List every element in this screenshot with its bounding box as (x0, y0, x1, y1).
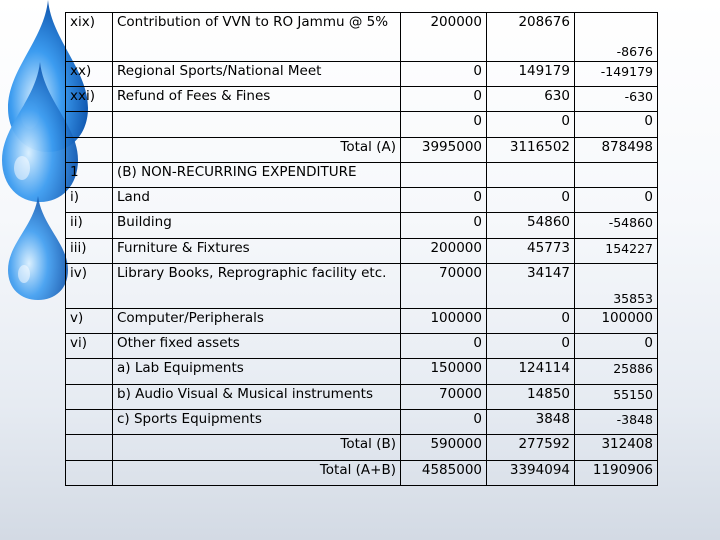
cell-col2: 34147 (487, 264, 575, 309)
row-description: Computer/Peripherals (113, 308, 401, 333)
cell-col2: 3848 (487, 409, 575, 434)
row-description: Contribution of VVN to RO Jammu @ 5% (113, 13, 401, 62)
cell-col2: 0 (487, 188, 575, 213)
row-number: xxi) (66, 86, 113, 111)
table-row (66, 238, 658, 263)
cell-col3: -3848 (575, 409, 658, 434)
row-description: Total (B) (113, 435, 401, 460)
table-row (66, 333, 658, 358)
table-row (66, 188, 658, 213)
cell-col3: 35853 (575, 264, 658, 309)
row-number: i) (66, 188, 113, 213)
cell-col2: 630 (487, 86, 575, 111)
row-description: b) Audio Visual & Musical instruments (113, 384, 401, 409)
row-number (66, 460, 113, 485)
row-description: a) Lab Equipments (113, 359, 401, 384)
cell-col1: 0 (401, 333, 487, 358)
cell-col2: 277592 (487, 435, 575, 460)
row-description: Regional Sports/National Meet (113, 61, 401, 86)
table-row (66, 435, 658, 460)
cell-col1: 100000 (401, 308, 487, 333)
row-description (113, 112, 401, 137)
table-row (66, 384, 658, 409)
cell-col1 (401, 162, 487, 187)
cell-col3: 100000 (575, 308, 658, 333)
cell-col1: 0 (401, 61, 487, 86)
cell-col3: -149179 (575, 61, 658, 86)
row-number (66, 409, 113, 434)
cell-col3: 55150 (575, 384, 658, 409)
cell-col3: 0 (575, 333, 658, 358)
row-number: iv) (66, 264, 113, 309)
row-number: iii) (66, 238, 113, 263)
table-row (66, 61, 658, 86)
table-row (66, 13, 658, 62)
cell-col3: 25886 (575, 359, 658, 384)
row-number: xix) (66, 13, 113, 62)
cell-col3: -54860 (575, 213, 658, 238)
cell-col1: 0 (401, 86, 487, 111)
row-number: xx) (66, 61, 113, 86)
cell-col1: 4585000 (401, 460, 487, 485)
row-number (66, 137, 113, 162)
expenditure-table (65, 12, 658, 486)
cell-col2: 54860 (487, 213, 575, 238)
row-description: Total (A+B) (113, 460, 401, 485)
cell-col2: 149179 (487, 61, 575, 86)
cell-col3: -630 (575, 86, 658, 111)
row-description: Library Books, Reprographic facility etc. (113, 264, 401, 309)
cell-col1: 0 (401, 409, 487, 434)
table-row (66, 409, 658, 434)
cell-col1: 200000 (401, 13, 487, 62)
cell-col2 (487, 162, 575, 187)
cell-col2: 3394094 (487, 460, 575, 485)
cell-col3: -8676 (575, 13, 658, 62)
row-number (66, 435, 113, 460)
row-number (66, 384, 113, 409)
cell-col1: 200000 (401, 238, 487, 263)
row-description: Building (113, 213, 401, 238)
cell-col2: 208676 (487, 13, 575, 62)
cell-col2: 3116502 (487, 137, 575, 162)
cell-col3: 312408 (575, 435, 658, 460)
cell-col3: 878498 (575, 137, 658, 162)
row-description: Other fixed assets (113, 333, 401, 358)
table-row (66, 359, 658, 384)
cell-col3: 154227 (575, 238, 658, 263)
cell-col1: 0 (401, 188, 487, 213)
row-description: Land (113, 188, 401, 213)
cell-col2: 0 (487, 112, 575, 137)
cell-col2: 0 (487, 333, 575, 358)
table-row (66, 264, 658, 309)
cell-col2: 45773 (487, 238, 575, 263)
cell-col3: 0 (575, 112, 658, 137)
table-row (66, 308, 658, 333)
table-row (66, 86, 658, 111)
cell-col1: 150000 (401, 359, 487, 384)
row-description: Furniture & Fixtures (113, 238, 401, 263)
row-number: 1 (66, 162, 113, 187)
row-description: Refund of Fees & Fines (113, 86, 401, 111)
row-number (66, 359, 113, 384)
row-description: c) Sports Equipments (113, 409, 401, 434)
cell-col1: 0 (401, 213, 487, 238)
water-drop-icon (8, 196, 68, 300)
cell-col1: 70000 (401, 264, 487, 309)
cell-col1: 70000 (401, 384, 487, 409)
table-row (66, 112, 658, 137)
cell-col1: 590000 (401, 435, 487, 460)
cell-col1: 3995000 (401, 137, 487, 162)
cell-col2: 14850 (487, 384, 575, 409)
cell-col1: 0 (401, 112, 487, 137)
cell-col2: 0 (487, 308, 575, 333)
row-description: Total (A) (113, 137, 401, 162)
cell-col3: 1190906 (575, 460, 658, 485)
row-description: (B) NON-RECURRING EXPENDITURE (113, 162, 401, 187)
table-row (66, 213, 658, 238)
row-number (66, 112, 113, 137)
cell-col3 (575, 162, 658, 187)
table-row (66, 137, 658, 162)
row-number: v) (66, 308, 113, 333)
row-number: vi) (66, 333, 113, 358)
table-row (66, 162, 658, 187)
row-number: ii) (66, 213, 113, 238)
cell-col3: 0 (575, 188, 658, 213)
table-row (66, 460, 658, 485)
cell-col2: 124114 (487, 359, 575, 384)
